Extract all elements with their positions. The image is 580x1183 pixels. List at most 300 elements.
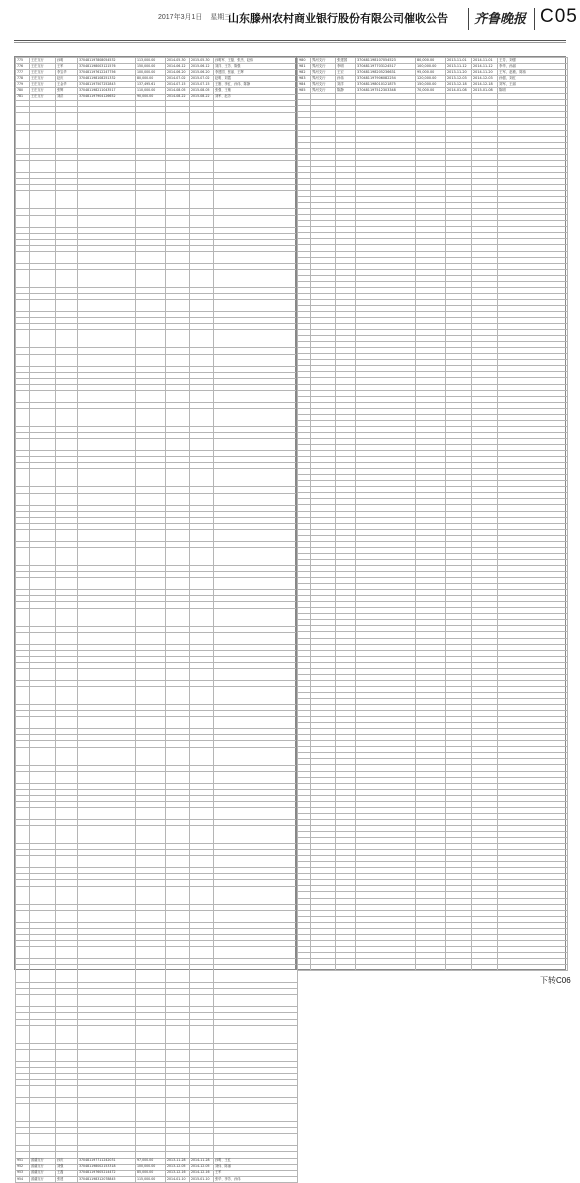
table-cell: 150,000.00 <box>416 82 446 88</box>
header-rule <box>14 40 566 41</box>
table-cell <box>166 1049 190 1061</box>
table-cell <box>190 439 214 451</box>
table-cell <box>30 130 56 148</box>
table-cell: 赵明、刘霞 <box>214 76 298 82</box>
table-cell <box>214 269 298 287</box>
table-cell: 界河支行 <box>311 58 336 64</box>
table-cell: 滨湖支行 <box>30 1176 56 1182</box>
table-cell <box>190 578 214 590</box>
table-cell <box>16 161 30 173</box>
table-cell: 2015-05-30 <box>190 58 214 64</box>
table-cell <box>30 269 56 287</box>
table-cell: 孙强、刘红 <box>498 76 568 82</box>
table-cell <box>30 1025 56 1043</box>
table-cell <box>190 1086 214 1098</box>
table-cell <box>136 330 166 348</box>
table-cell <box>190 112 214 124</box>
table-cell <box>136 826 166 844</box>
table-cell <box>56 330 78 348</box>
table-cell <box>166 668 190 680</box>
table-cell: 2014-12-05 <box>190 1164 214 1170</box>
table-cell: 80,000.00 <box>136 76 166 82</box>
table-cell <box>78 1134 136 1146</box>
table-cell: 370481197904126652 <box>78 94 136 100</box>
table-cell <box>166 130 190 148</box>
table-cell <box>190 130 214 148</box>
table-cell <box>78 747 136 765</box>
table-cell <box>166 548 190 566</box>
table-cell <box>136 608 166 626</box>
table-cell <box>16 191 30 209</box>
table-cell <box>16 251 30 263</box>
table-cell: 150,000.00 <box>136 64 166 70</box>
table-cell <box>16 717 30 729</box>
table-row <box>16 1176 298 1182</box>
table-cell: 孙明军、王磊、张杰、赵伟 <box>214 58 298 64</box>
table-row <box>16 548 298 566</box>
table-cell: 2013-11-12 <box>446 64 472 70</box>
table-cell <box>214 493 298 505</box>
table-cell <box>16 529 30 541</box>
table-cell <box>78 354 136 366</box>
table-cell <box>56 717 78 729</box>
table-cell <box>78 112 136 124</box>
table-cell <box>472 965 498 971</box>
table-cell <box>78 608 136 626</box>
table-row <box>16 826 298 844</box>
table-cell: 孙庆 <box>56 1158 78 1164</box>
table-cell <box>190 269 214 287</box>
table-cell <box>214 1025 298 1043</box>
table-cell <box>78 717 136 729</box>
table-cell <box>166 269 190 287</box>
table-cell <box>136 668 166 680</box>
table-cell <box>166 191 190 209</box>
table-cell: 王庄支行 <box>30 76 56 82</box>
table-cell <box>56 747 78 765</box>
table-cell: 王庄支行 <box>30 58 56 64</box>
table-cell: 951 <box>16 1158 30 1164</box>
table-cell: 370481198211043517 <box>78 88 136 94</box>
table-cell <box>136 548 166 566</box>
table-cell: 李宝华 <box>56 70 78 76</box>
table-cell: 778 <box>16 76 30 82</box>
table-cell <box>56 886 78 904</box>
table-cell <box>136 215 166 227</box>
table-cell <box>190 668 214 680</box>
table-cell <box>190 330 214 348</box>
table-cell <box>16 469 30 487</box>
table-cell <box>214 995 298 1007</box>
table-cell <box>78 251 136 263</box>
table-cell: 775 <box>16 58 30 64</box>
table-cell <box>136 1086 166 1098</box>
table-cell <box>190 1025 214 1043</box>
table-row <box>16 856 298 868</box>
table-cell <box>56 390 78 402</box>
table-cell: 980 <box>298 58 311 64</box>
table-cell <box>30 1086 56 1098</box>
table-cell <box>30 439 56 451</box>
table-cell <box>214 354 298 366</box>
table-cell <box>56 1025 78 1043</box>
table-cell <box>78 161 136 173</box>
table-cell: 王庄支行 <box>30 88 56 94</box>
table-cell <box>56 529 78 541</box>
table-cell <box>16 548 30 566</box>
table-cell <box>16 390 30 402</box>
table-cell: 779 <box>16 82 30 88</box>
table-cell <box>16 215 30 227</box>
table-cell: 王军 <box>56 64 78 70</box>
table-cell: 113,000.00 <box>136 58 166 64</box>
table-cell <box>214 687 298 705</box>
table-row <box>16 632 298 644</box>
table-row <box>16 469 298 487</box>
table-cell <box>56 771 78 783</box>
table-cell <box>136 439 166 451</box>
table-cell: 952 <box>16 1164 30 1170</box>
table-cell <box>56 161 78 173</box>
table-cell <box>16 112 30 124</box>
notice-title: 山东滕州农村商业银行股份有限公司催收公告 <box>228 12 448 25</box>
table-cell <box>190 808 214 820</box>
table-cell <box>56 910 78 922</box>
table-cell: 李明 <box>336 64 356 70</box>
table-cell: 85,000.00 <box>136 1170 166 1176</box>
table-cell <box>78 529 136 541</box>
table-cell <box>214 215 298 227</box>
table-cell <box>78 390 136 402</box>
table-cell <box>214 1086 298 1098</box>
table-cell <box>56 191 78 209</box>
table-cell <box>30 469 56 487</box>
table-cell <box>356 965 416 971</box>
table-cell <box>190 548 214 566</box>
table-cell <box>30 1049 56 1061</box>
table-cell: 981 <box>298 64 311 70</box>
table-cell <box>56 548 78 566</box>
table-row <box>16 687 298 705</box>
table-cell <box>166 161 190 173</box>
table-cell: 2014-11-20 <box>472 70 498 76</box>
table-cell <box>166 717 190 729</box>
table-cell <box>136 390 166 402</box>
table-cell: 985 <box>298 88 311 94</box>
table-cell <box>136 354 166 366</box>
table-cell <box>56 1104 78 1122</box>
table-row <box>16 1049 298 1061</box>
table-cell <box>214 1049 298 1061</box>
table-cell: 2014-01-10 <box>166 1176 190 1182</box>
right-loan-table <box>297 57 568 971</box>
table-cell: 刘军、王丽 <box>498 82 568 88</box>
table-cell <box>78 1049 136 1061</box>
table-cell <box>56 112 78 124</box>
table-cell <box>30 330 56 348</box>
table-cell <box>78 493 136 505</box>
table-cell <box>190 608 214 626</box>
table-row <box>16 1025 298 1043</box>
table-cell: 孙明、王红 <box>214 1158 298 1164</box>
table-cell: 滨湖支行 <box>30 1164 56 1170</box>
table-cell <box>136 1104 166 1122</box>
table-cell: 王庄支行 <box>30 82 56 88</box>
table-cell <box>190 529 214 541</box>
newspaper-brand-logo: 齐鲁晚报 <box>474 12 527 27</box>
table-cell <box>136 886 166 904</box>
table-cell <box>16 1104 30 1122</box>
table-cell: 2013-12-05 <box>166 1164 190 1170</box>
table-cell <box>166 300 190 312</box>
table-cell: 李建国、张丽、王辉 <box>214 70 298 76</box>
table-cell <box>78 1025 136 1043</box>
table-cell: 2014-06-20 <box>166 70 190 76</box>
table-cell <box>136 947 166 959</box>
table-cell: 王金华 <box>56 82 78 88</box>
table-cell: 90,000.00 <box>136 94 166 100</box>
table-cell <box>214 808 298 820</box>
table-cell: 954 <box>16 1176 30 1182</box>
table-cell <box>166 578 190 590</box>
table-cell <box>136 1025 166 1043</box>
table-cell <box>214 1104 298 1122</box>
table-cell <box>166 826 190 844</box>
table-cell <box>16 995 30 1007</box>
table-cell <box>56 687 78 705</box>
table-cell: 张辉 <box>56 88 78 94</box>
table-cell <box>16 1049 30 1061</box>
table-cell <box>336 965 356 971</box>
table-cell <box>214 390 298 402</box>
table-cell <box>78 409 136 427</box>
table-cell <box>214 747 298 765</box>
table-cell <box>16 1134 30 1146</box>
table-cell <box>30 548 56 566</box>
table-cell <box>136 161 166 173</box>
table-cell: 赵庆 <box>56 76 78 82</box>
table-cell <box>16 808 30 820</box>
table-cell <box>136 191 166 209</box>
table-cell: 370481198107054523 <box>356 58 416 64</box>
table-cell: 王宏 <box>336 70 356 76</box>
table-cell: 2014-08-22 <box>166 94 190 100</box>
table-cell: 孙明 <box>56 58 78 64</box>
table-cell <box>214 608 298 626</box>
table-row <box>16 112 298 124</box>
table-cell <box>214 112 298 124</box>
table-row <box>16 965 298 983</box>
table-cell <box>190 354 214 366</box>
table-cell <box>136 493 166 505</box>
table-cell <box>78 632 136 644</box>
table-cell: 780 <box>16 88 30 94</box>
table-cell: 2015-07-02 <box>190 76 214 82</box>
table-row <box>16 717 298 729</box>
table-cell <box>136 409 166 427</box>
table-cell: 953 <box>16 1170 30 1176</box>
table-cell <box>166 330 190 348</box>
table-cell <box>214 578 298 590</box>
table-cell: 2013-11-20 <box>446 70 472 76</box>
table-row <box>16 439 298 451</box>
table-cell <box>30 965 56 983</box>
table-row <box>16 747 298 765</box>
table-cell <box>190 390 214 402</box>
table-cell <box>56 215 78 227</box>
table-cell: 370481197507252843 <box>78 82 136 88</box>
table-cell: 2014-12-16 <box>190 1170 214 1176</box>
table-row <box>16 995 298 1007</box>
table-cell <box>190 191 214 209</box>
table-cell: 370481197808054532 <box>78 58 136 64</box>
page-number: C05 <box>540 6 578 27</box>
table-cell <box>190 469 214 487</box>
table-cell: 984 <box>298 82 311 88</box>
table-cell <box>214 130 298 148</box>
table-cell <box>16 856 30 868</box>
table-cell: 李华、孙丽 <box>498 64 568 70</box>
table-cell <box>136 856 166 868</box>
table-cell <box>78 330 136 348</box>
table-cell <box>56 439 78 451</box>
table-cell <box>166 965 190 983</box>
table-cell <box>136 747 166 765</box>
table-cell: 界河支行 <box>311 76 336 82</box>
table-cell <box>78 191 136 209</box>
table-cell <box>214 965 298 983</box>
table-cell: 137,495.61 <box>136 82 166 88</box>
table-cell <box>56 130 78 148</box>
table-cell <box>166 886 190 904</box>
table-cell: 张华、李芳、孙伟 <box>214 1176 298 1182</box>
table-cell <box>190 409 214 427</box>
table-cell <box>214 947 298 959</box>
table-cell <box>190 965 214 983</box>
table-cell: 张建国 <box>336 58 356 64</box>
table-cell: 777 <box>16 70 30 76</box>
table-cell <box>214 161 298 173</box>
table-row <box>16 300 298 312</box>
table-cell <box>214 826 298 844</box>
issue-date: 2017年3月1日 <box>158 14 203 21</box>
table-cell <box>16 965 30 983</box>
table-cell <box>30 687 56 705</box>
table-cell <box>214 300 298 312</box>
table-cell: 滨湖支行 <box>30 1170 56 1176</box>
table-cell <box>16 687 30 705</box>
table-cell: 2015-08-05 <box>190 88 214 94</box>
table-cell: 2015-01-08 <box>472 88 498 94</box>
table-cell <box>166 439 190 451</box>
table-cell <box>30 1134 56 1146</box>
table-cell <box>30 632 56 644</box>
table-row <box>16 529 298 541</box>
table-cell <box>166 947 190 959</box>
table-cell <box>136 632 166 644</box>
table-cell <box>136 1134 166 1146</box>
table-cell <box>136 995 166 1007</box>
table-cell: 370481197711242031 <box>78 1158 136 1164</box>
table-cell <box>30 910 56 922</box>
table-cell <box>136 300 166 312</box>
issue-date-line <box>158 12 237 22</box>
table-cell <box>136 251 166 263</box>
table-cell <box>190 632 214 644</box>
table-cell <box>78 826 136 844</box>
table-cell: 刘伟、陈丽 <box>214 1164 298 1170</box>
table-cell <box>16 1086 30 1098</box>
table-cell <box>16 493 30 505</box>
table-cell <box>56 354 78 366</box>
table-row <box>16 1086 298 1098</box>
table-cell: 2014-01-08 <box>446 88 472 94</box>
table-cell <box>30 191 56 209</box>
table-cell: 2013-12-03 <box>446 76 472 82</box>
table-cell <box>136 469 166 487</box>
table-cell <box>16 632 30 644</box>
table-cell <box>136 771 166 783</box>
table-cell: 2014-08-05 <box>166 88 190 94</box>
table-cell: 刘洪 <box>56 94 78 100</box>
table-row <box>16 808 298 820</box>
table-cell: 2014-11-12 <box>472 64 498 70</box>
table-cell <box>30 717 56 729</box>
table-cell <box>78 687 136 705</box>
left-notice-column <box>14 56 296 1181</box>
table-cell <box>166 354 190 366</box>
table-cell: 界河支行 <box>311 64 336 70</box>
table-cell <box>30 354 56 366</box>
table-cell <box>30 808 56 820</box>
header-rule-secondary <box>14 42 566 43</box>
table-cell <box>166 608 190 626</box>
table-cell <box>136 112 166 124</box>
table-cell <box>166 390 190 402</box>
right-notice-column <box>296 56 566 970</box>
table-cell <box>214 251 298 263</box>
table-cell: 370481197612247756 <box>78 70 136 76</box>
table-cell: 刘洋 <box>336 82 356 88</box>
table-row <box>16 771 298 783</box>
table-cell: 张强、王敏 <box>214 88 298 94</box>
table-cell <box>78 886 136 904</box>
table-cell: 陈明 <box>498 88 568 94</box>
table-cell <box>78 300 136 312</box>
table-cell <box>16 747 30 765</box>
table-cell: 王庄支行 <box>30 70 56 76</box>
left-loan-table <box>15 57 298 1183</box>
table-cell <box>136 529 166 541</box>
table-row <box>16 354 298 366</box>
table-row <box>16 1134 298 1146</box>
table-cell: 80,000.00 <box>416 58 446 64</box>
table-cell: 776 <box>16 64 30 70</box>
table-cell <box>214 910 298 922</box>
table-cell <box>166 215 190 227</box>
table-cell <box>136 578 166 590</box>
table-cell: 王军 <box>214 1170 298 1176</box>
table-cell: 2015-06-20 <box>190 70 214 76</box>
issue-weekday: 星期三 <box>210 14 232 21</box>
table-cell <box>16 886 30 904</box>
table-cell <box>16 300 30 312</box>
table-cell <box>30 856 56 868</box>
table-cell <box>214 771 298 783</box>
table-cell <box>56 947 78 959</box>
table-row <box>16 130 298 148</box>
table-cell <box>56 578 78 590</box>
